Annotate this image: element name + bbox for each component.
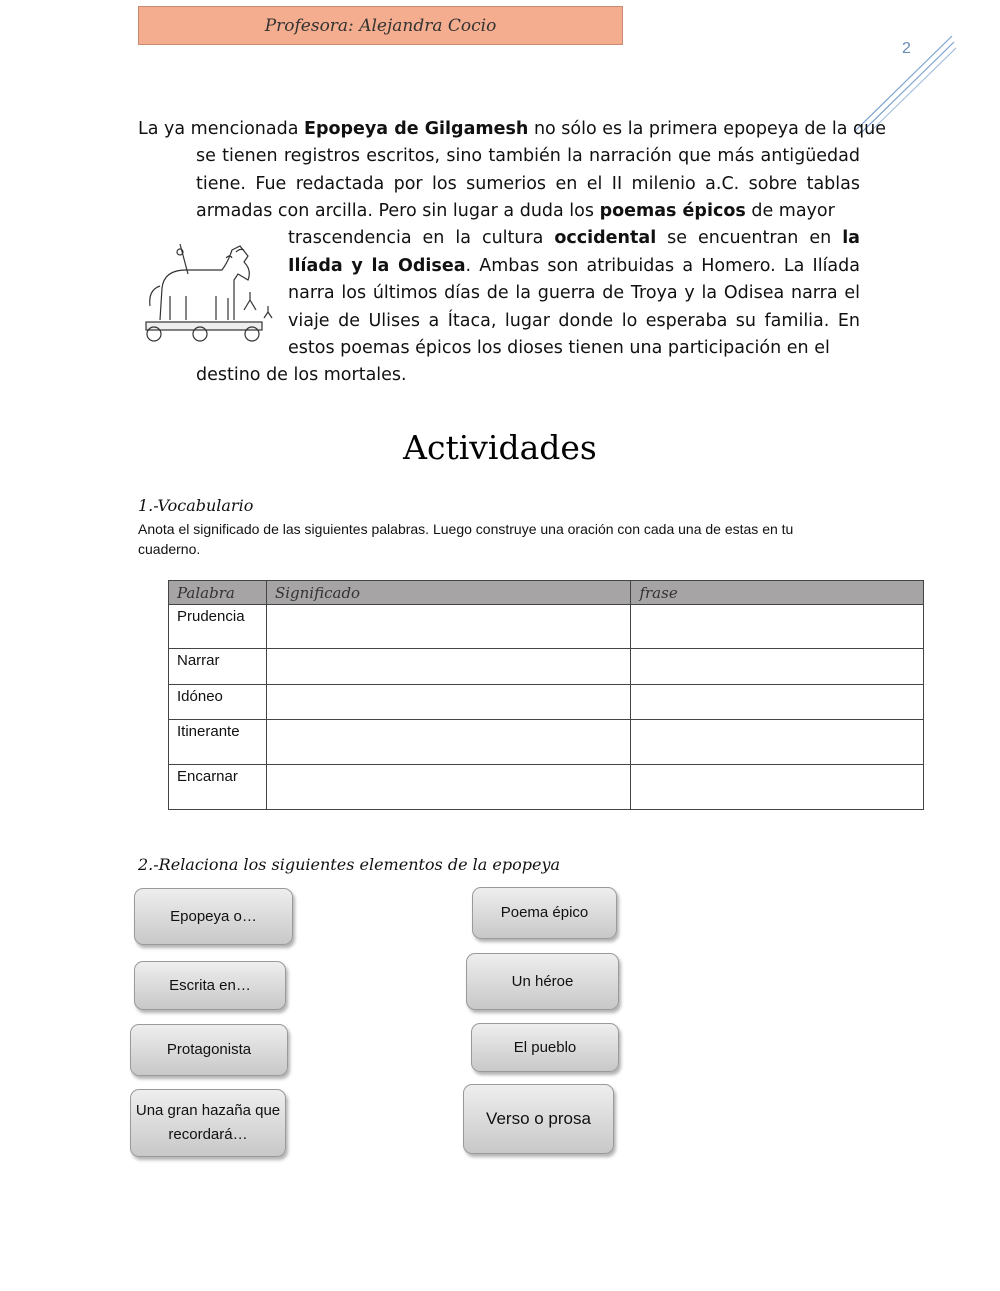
word-cell: Prudencia bbox=[169, 605, 267, 649]
match-left-escrita[interactable]: Escrita en… bbox=[134, 961, 286, 1010]
match-left-epopeya[interactable]: Epopeya o… bbox=[134, 888, 293, 945]
word-cell: Idóneo bbox=[169, 685, 267, 720]
trojan-horse-illustration bbox=[140, 240, 274, 352]
sentence-cell[interactable] bbox=[631, 685, 924, 720]
intro-paragraph-4: destino de los mortales. bbox=[196, 365, 407, 386]
header-palabra: Palabra bbox=[169, 581, 267, 605]
vocabulary-instruction: Anota el significado de las siguientes palabras. Luego construye una oración con cada una de estas en tu cuaderno. bbox=[138, 521, 794, 557]
table-row bbox=[169, 605, 924, 649]
meaning-cell[interactable] bbox=[266, 649, 630, 685]
header-frase: frase bbox=[631, 581, 924, 605]
sentence-cell[interactable] bbox=[631, 720, 924, 765]
meaning-cell[interactable] bbox=[266, 765, 630, 810]
vocabulary-table bbox=[168, 580, 924, 810]
page-number: 2 bbox=[902, 40, 911, 57]
match-right-pueblo[interactable]: El pueblo bbox=[471, 1023, 619, 1072]
meaning-cell[interactable] bbox=[266, 685, 630, 720]
match-left-hazana[interactable]: Una gran hazaña que recordará… bbox=[130, 1089, 286, 1157]
vocabulary-title: 1.-Vocabulario bbox=[138, 496, 254, 515]
sentence-cell[interactable] bbox=[631, 605, 924, 649]
sentence-cell[interactable] bbox=[631, 765, 924, 810]
match-right-heroe[interactable]: Un héroe bbox=[466, 953, 619, 1010]
teacher-name: Profesora: Alejandra Cocio bbox=[264, 15, 497, 36]
match-title: 2.-Relaciona los siguientes elementos de la epopeya bbox=[138, 855, 561, 874]
word-cell: Encarnar bbox=[169, 765, 267, 810]
word-cell: Narrar bbox=[169, 649, 267, 685]
sentence-cell[interactable] bbox=[631, 649, 924, 685]
table-row bbox=[169, 720, 924, 765]
intro-paragraph-3: trascendencia en la cultura occidental se encuentran en la Ilíada y la Odisea. Ambas son atribuidas a Homero. La Ilíada narra los últimos días de la guerra de Troya y la Odisea narra el viaje de Ulises a Ítaca, lugar donde lo esperaba su familia. En estos poemas épicos los dioses tienen una participación en el bbox=[288, 228, 860, 359]
table-row bbox=[169, 765, 924, 810]
meaning-cell[interactable] bbox=[266, 605, 630, 649]
activities-title: Actividades bbox=[403, 428, 597, 467]
teacher-header bbox=[138, 6, 623, 45]
table-row bbox=[169, 685, 924, 720]
table-header-row bbox=[169, 581, 924, 605]
word-cell: Itinerante bbox=[169, 720, 267, 765]
header-significado: Significado bbox=[266, 581, 630, 605]
meaning-cell[interactable] bbox=[266, 720, 630, 765]
match-left-protagonista[interactable]: Protagonista bbox=[130, 1024, 288, 1076]
intro-paragraph-2: se tienen registros escritos, sino también la narración que más antigüedad tiene. Fue redactada por los sumerios en el II milenio a.C. sobre tablas armadas con arcilla. Pero sin lugar a duda los poemas épicos de mayor bbox=[196, 146, 860, 222]
match-right-poema[interactable]: Poema épico bbox=[472, 887, 617, 939]
intro-line-1: La ya mencionada Epopeya de Gilgamesh no sólo es la primera epopeya de la que bbox=[138, 119, 886, 139]
match-right-verso[interactable]: Verso o prosa bbox=[463, 1084, 614, 1154]
table-row bbox=[169, 649, 924, 685]
